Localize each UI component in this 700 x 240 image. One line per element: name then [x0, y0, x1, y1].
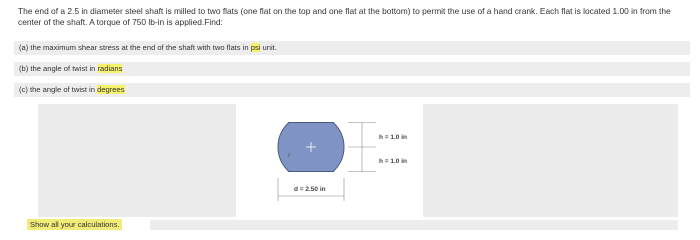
question-c-unit-highlight: degrees: [97, 85, 125, 94]
question-c-text: (c) the angle of twist in: [19, 85, 98, 94]
shaft-cross-section-figure: [236, 104, 423, 217]
h-bottom-label: h = 1.0 in: [379, 158, 407, 165]
shaft-cross-section-svg: [236, 104, 423, 217]
problem-statement: [18, 6, 690, 27]
question-b-unit-highlight: radians: [97, 64, 123, 73]
show-calculations-note: [27, 219, 122, 230]
question-a: [14, 41, 690, 55]
problem-text: The end of a 2.5 in diameter steel shaft is milled to two flats (one flat on the top and one flat at the bottom) to permit the use of a hand crank. Each flat is located 1.00 in from the center of the shaft. A torque of 750 lb-in is applied.Find:: [18, 6, 671, 27]
question-b-text: (b) the angle of twist in: [19, 64, 98, 73]
diameter-label: d = 2.50 in: [294, 186, 326, 193]
question-b: [14, 62, 690, 76]
question-a-text: (a) the maximum shear stress at the end of the shaft with two flats in: [19, 43, 251, 52]
left-panel: [38, 104, 236, 217]
h-top-label: h = 1.0 in: [379, 134, 407, 141]
radius-label: r: [288, 151, 291, 159]
show-calculations-text: Show all your calculations.: [30, 220, 120, 229]
question-a-unit-highlight: psi: [250, 43, 261, 52]
bottom-strip: [150, 220, 678, 230]
question-a-suffix: unit.: [260, 43, 277, 52]
right-panel: [423, 104, 678, 217]
question-c: [14, 83, 690, 97]
